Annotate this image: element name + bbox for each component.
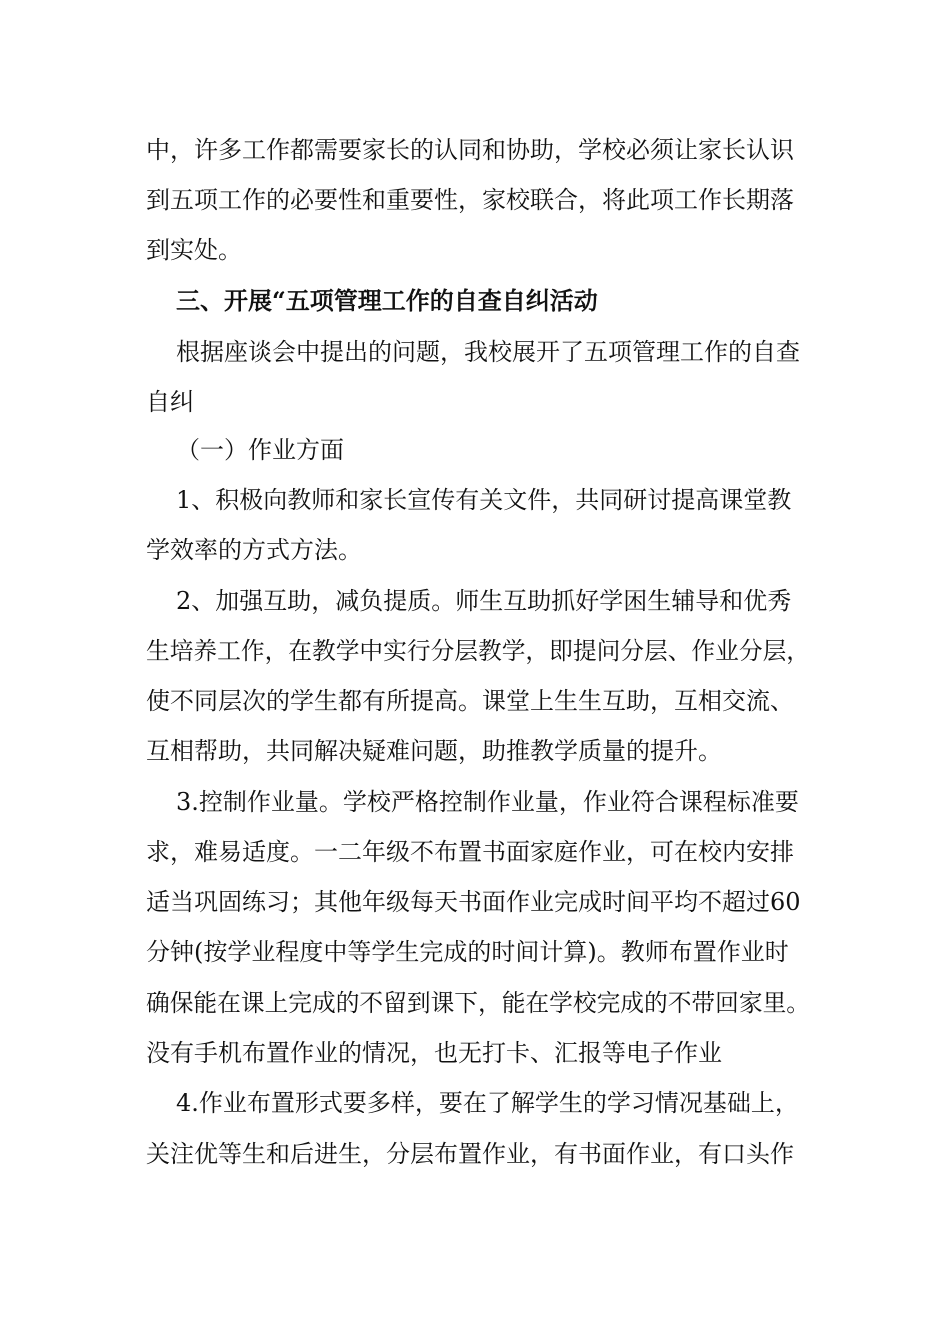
- paragraph-line: 3.控制作业量。学校严格控制作业量，作业符合课程标准要: [176, 788, 799, 816]
- paragraph-line: 使不同层次的学生都有所提高。课堂上生生互助，互相交流、: [146, 687, 794, 715]
- paragraph-line: 确保能在课上完成的不留到课下，能在学校完成的不带回家里。: [146, 989, 811, 1017]
- paragraph-line: 到五项工作的必要性和重要性，家校联合，将此项工作长期落: [146, 186, 794, 214]
- paragraph-line: 2、加强互助，减负提质。师生互助抓好学困生辅导和优秀: [176, 587, 792, 615]
- paragraph-line: 学效率的方式方法。: [146, 536, 362, 564]
- paragraph-line: 适当巩固练习；其他年级每天书面作业完成时间平均不超过60: [146, 888, 801, 916]
- section-heading: 三、开展“五项管理工作的自查自纠活动: [176, 286, 598, 315]
- paragraph-line: 中，许多工作都需要家长的认同和协助，学校必须让家长认识: [146, 136, 794, 164]
- paragraph-line: 没有手机布置作业的情况，也无打卡、汇报等电子作业: [146, 1039, 722, 1067]
- paragraph-line: 根据座谈会中提出的问题，我校展开了五项管理工作的自查: [176, 338, 800, 366]
- paragraph-line: 自纠: [146, 388, 194, 416]
- paragraph-line: 互相帮助，共同解决疑难问题，助推教学质量的提升。: [146, 737, 722, 765]
- subsection-heading: （一）作业方面: [176, 436, 344, 464]
- paragraph-line: 到实处。: [146, 236, 242, 264]
- paragraph-line: 生培养工作，在教学中实行分层教学，即提问分层、作业分层，: [146, 637, 811, 665]
- paragraph-line: 1、积极向教师和家长宣传有关文件，共同研讨提高课堂教: [176, 486, 792, 514]
- paragraph-line: 4.作业布置形式要多样，要在了解学生的学习情况基础上，: [176, 1089, 799, 1117]
- paragraph-line: 分钟(按学业程度中等学生完成的时间计算)。教师布置作业时: [146, 938, 789, 966]
- paragraph-line: 关注优等生和后进生，分层布置作业，有书面作业，有口头作: [146, 1140, 794, 1168]
- paragraph-line: 求，难易适度。一二年级不布置书面家庭作业，可在校内安排: [146, 838, 794, 866]
